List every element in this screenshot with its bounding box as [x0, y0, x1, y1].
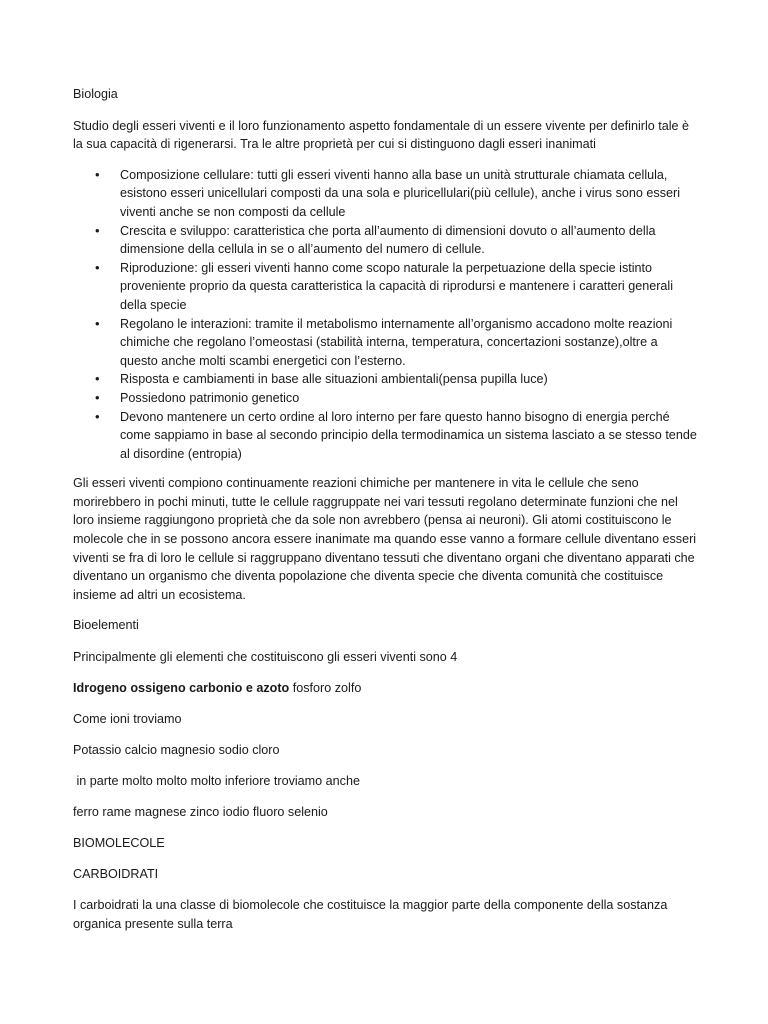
- bullet-icon: •: [95, 389, 100, 405]
- list-item: • Regolano le interazioni: tramite il metabolismo internamente all’organismo accadono molte reazioni chimiche che regolano l’omeostasi (stabilità interna, temperatura, concertazioni sostanze),oltre a questo anche molti scambi energetici con l’esterno.: [95, 315, 673, 368]
- trace-elements: ferro rame magnese zinco iodio fluoro selenio: [73, 805, 328, 819]
- trace-heading: in parte molto molto molto inferiore troviamo anche: [73, 773, 360, 788]
- section-heading-carboidrati: CARBOIDRATI: [73, 867, 159, 882]
- carbohydrates-paragraph: I carboidrati la una classe di biomolecole che costituisce la maggior parte della componente della sostanza organica presente sulla terra: [73, 898, 668, 931]
- list-item: • Composizione cellulare: tutti gli esseri viventi hanno alla base un unità strutturale chiamata cellula, esistono esseri unicellulari composti da una sola e pluricellulari(più cellule), anche i virus sono esseri viventi anche se non composti da cellule: [95, 166, 680, 219]
- secondary-elements: fosforo zolfo: [289, 680, 362, 695]
- elements-line: [73, 679, 698, 698]
- section-heading-bioelementi: Bioelementi: [73, 618, 139, 633]
- bullet-icon: •: [95, 315, 100, 331]
- ions-heading: Come ioni troviamo: [73, 711, 182, 726]
- bullet-icon: •: [95, 259, 100, 275]
- document-title: Biologia: [73, 87, 118, 101]
- body-paragraph: Gli esseri viventi compiono continuamente reazioni chimiche per mantenere in vita le cellule che seno morirebbero in pochi minuti, tutte le cellule raggruppate nei vari tessuti regolano determinate funzioni che nel loro insieme raggiungono proprietà che da sole non avrebbero (pensa ai neuroni). Gli atomi costituiscono le molecole che in se possono ancora essere inanimate ma quando esse vanno a formare cellule diventano esseri viventi se fra di loro le cellule si raggruppano diventano tessuti che diventano organi che diventano apparati che diventano un organismo che diventa popolazione che diventa specie che diventa comunità che costituisce insieme ad altri un ecosistema.: [73, 476, 697, 602]
- bullet-icon: •: [95, 408, 100, 424]
- intro-paragraph: Studio degli esseri viventi e il loro funzionamento aspetto fondamentale di un essere vivente per definirlo tale è la sua capacità di rigenerarsi. Tra le altre proprietà per cui si distinguono dagli esseri inanimati: [73, 118, 690, 152]
- list-item: • Possiedono patrimonio genetico: [73, 389, 698, 408]
- main-elements-text: Principalmente gli elementi che costituiscono gli esseri viventi sono 4: [73, 649, 458, 664]
- bullet-icon: •: [95, 371, 100, 387]
- properties-list: [73, 166, 698, 464]
- list-item: • Riproduzione: gli esseri viventi hanno come scopo naturale la perpetuazione della specie istinto proveniente proprio da questa caratteristica la capacità di riprodursi e mantenere i caratteri generali della specie: [95, 259, 674, 312]
- bullet-icon: •: [95, 222, 100, 238]
- section-heading-biomolecole: BIOMOLECOLE: [73, 836, 165, 851]
- bullet-icon: •: [95, 166, 100, 182]
- ions-list: Potassio calcio magnesio sodio cloro: [73, 742, 280, 757]
- document-body: [73, 85, 698, 946]
- list-item: • Crescita e sviluppo: caratteristica che porta all’aumento di dimensioni dovuto o all’aumento della dimensione della cellula in se o all’aumento del numero di cellule.: [95, 222, 656, 257]
- list-item: • Devono mantenere un certo ordine al loro interno per fare questo hanno bisogno di energia perché come sappiamo in base al secondo principio della termodinamica un sistema lasciato a se stesso tende al disordine (entropia): [95, 408, 697, 461]
- list-item: • Risposta e cambiamenti in base alle situazioni ambientali(pensa pupilla luce): [73, 370, 698, 389]
- main-elements-bold: Idrogeno ossigeno carbonio e azoto: [73, 680, 290, 695]
